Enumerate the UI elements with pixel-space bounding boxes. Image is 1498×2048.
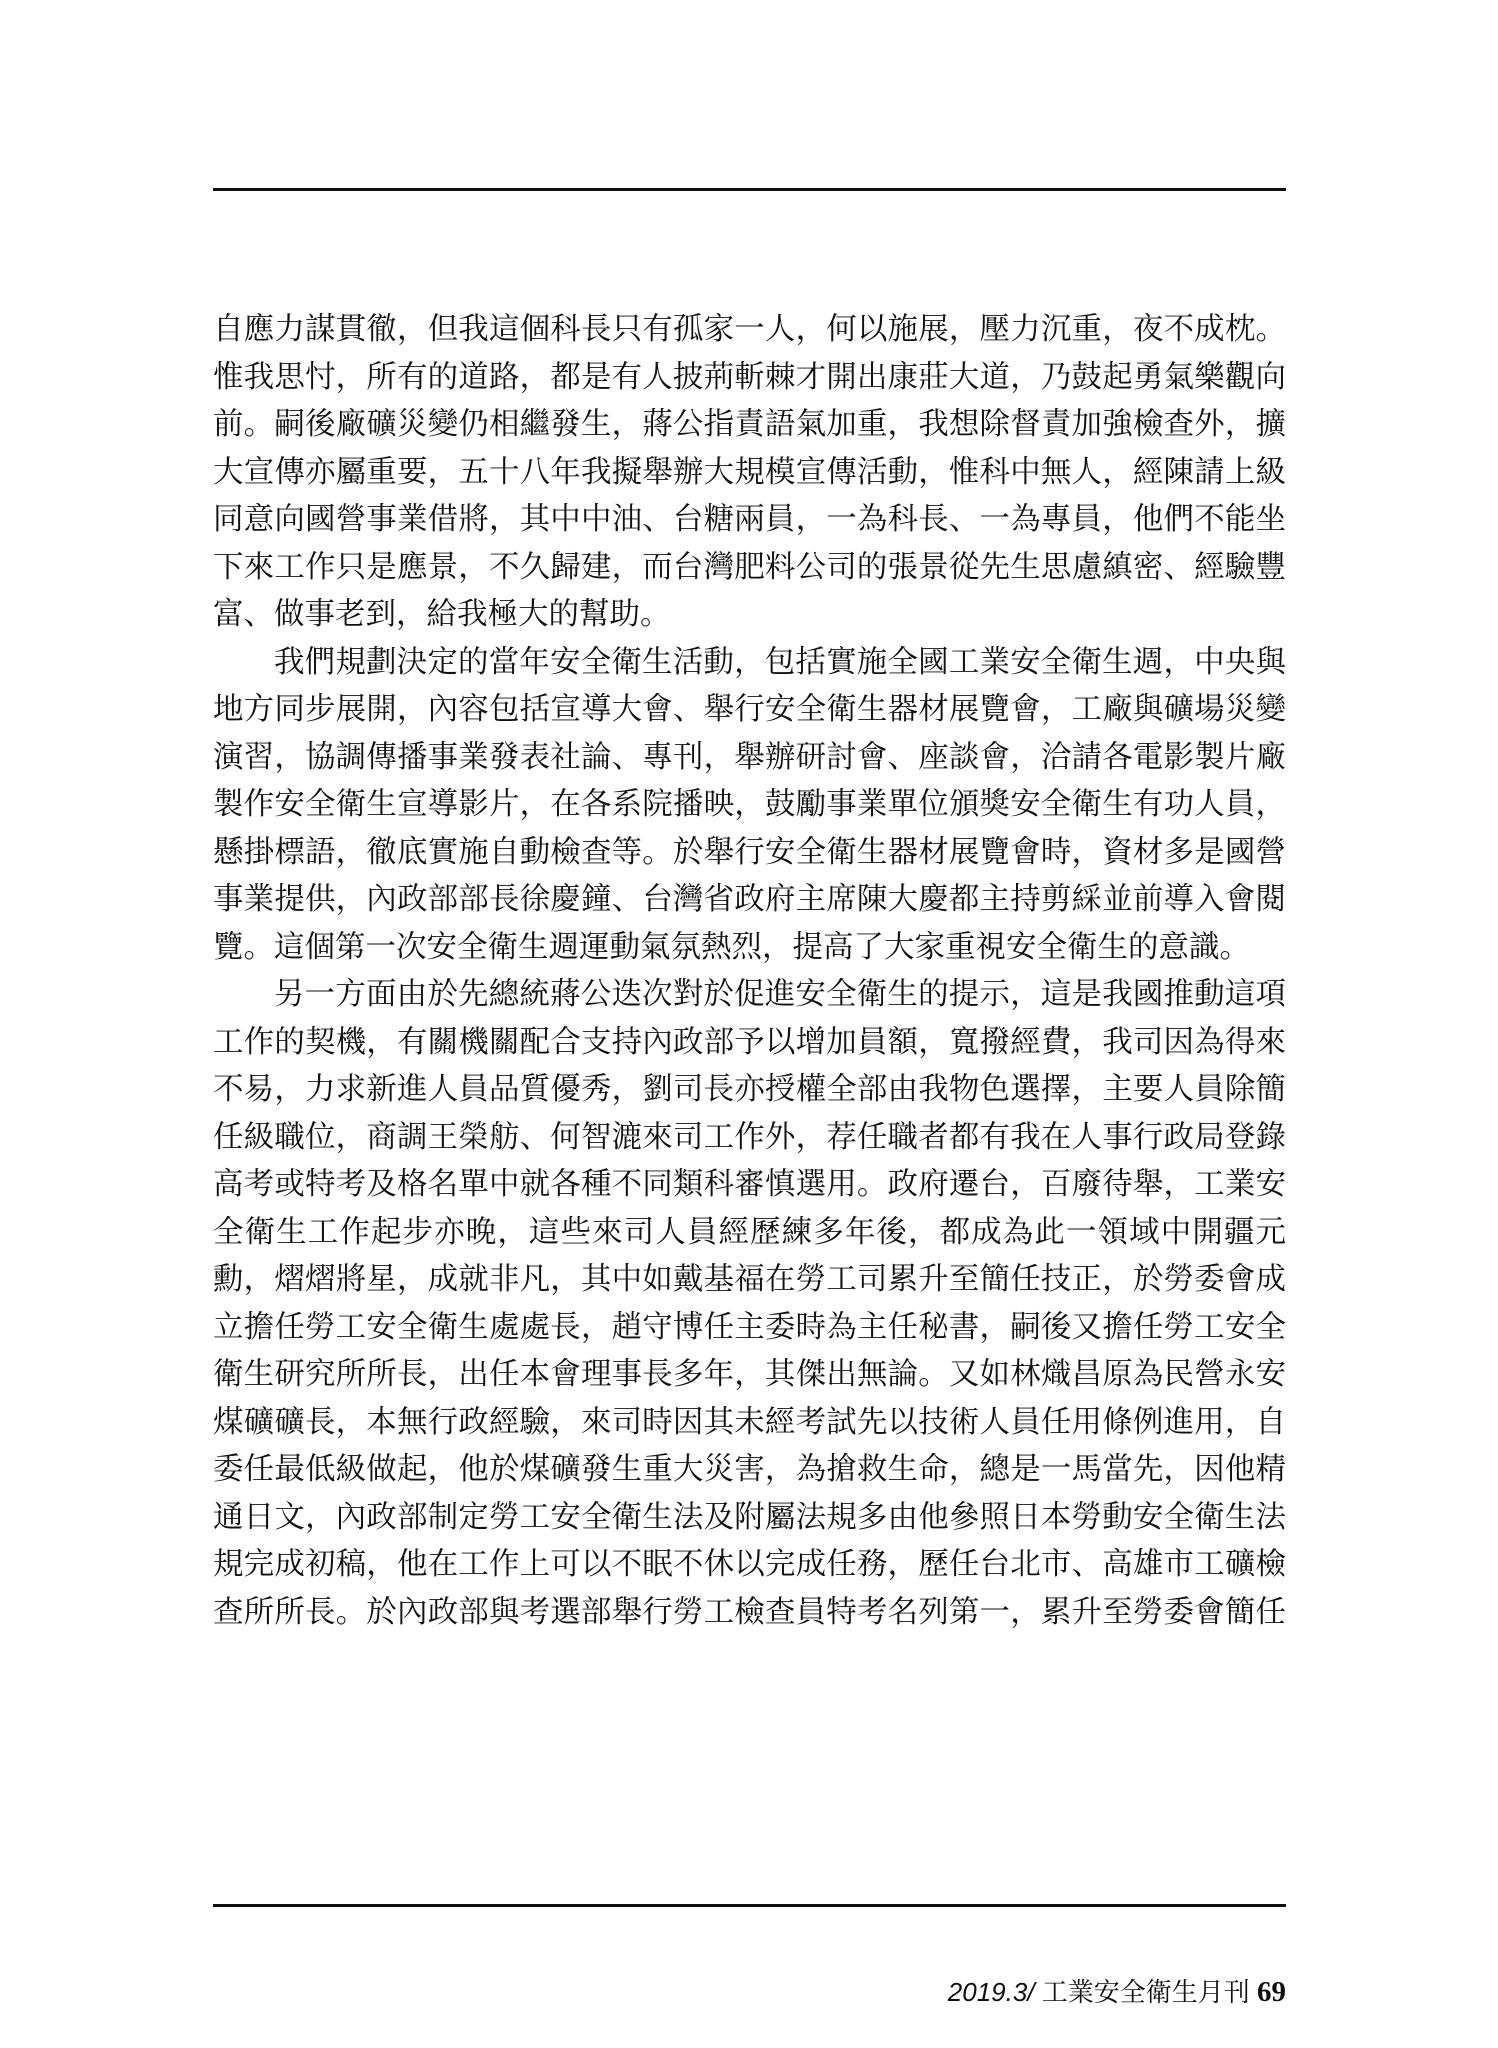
issue-date: 2019.3/ [947,1977,1035,2007]
page-footer [948,1972,1286,2009]
journal-title: 工業安全衛生月刊 [1034,1977,1257,2007]
text-line: 通日文，內政部制定勞工安全衛生法及附屬法規多由他參照日本勞動安全衛生法 [213,1499,1286,1535]
text-line: 工作的契機，有關機關配合支持內政部予以增加員額，寬撥經費，我司因為得來 [213,1024,1286,1060]
text-line: 高考或特考及格名單中就各種不同類科審慎選用。政府遷台，百廢待舉，工業安 [213,1167,1286,1202]
article-body [213,306,1286,1636]
text-line: 覽。這個第一次安全衛生週運動氣氛熱烈，提高了大家重視安全衛生的意識。 [213,929,1250,965]
text-line: 富、做事老到，給我極大的幫助。 [213,597,671,632]
text-line: 大宣傳亦屬重要，五十八年我擬舉辦大規模宣傳活動，惟科中無人，經陳請上級 [213,454,1286,490]
text-line: 地方同步展開，內容包括宣導大會、舉行安全衛生器材展覽會，工廠與礦場災變 [213,692,1286,727]
header-rule [213,188,1286,191]
text-line: 同意向國營事業借將，其中中油、台糖兩員，一為科長、一為專員，他們不能坐 [213,502,1286,537]
text-line: 事業提供，內政部部長徐慶鐘、台灣省政府主席陳大慶都主持剪綵並前導入會閱 [213,882,1286,917]
text-line: 我們規劃決定的當年安全衛生活動，包括實施全國工業安全衛生週，中央與 [274,644,1286,680]
text-line: 製作安全衛生宣導影片，在各系院播映，鼓勵事業單位頒獎安全衛生有功人員， [213,787,1286,822]
text-line: 前。嗣後廠礦災變仍相繼發生，蔣公指責語氣加重，我想除督責加強檢查外，擴 [213,407,1286,442]
text-line: 不易，力求新進人員品質優秀，劉司長亦授權全部由我物色選擇，主要人員除簡 [213,1072,1286,1107]
text-line: 煤礦礦長，本無行政經驗，來司時因其未經考試先以技術人員任用條例進用，自 [213,1404,1286,1440]
text-line: 任級職位，商調王榮舫、何智漉來司工作外，荐任職者都有我在人事行政局登錄 [213,1119,1286,1155]
text-line: 惟我思忖，所有的道路，都是有人披荊斬棘才開出康莊大道，乃鼓起勇氣樂觀向 [213,359,1286,395]
text-line: 勳，熠熠將星，成就非凡，其中如戴基福在勞工司累升至簡任技正，於勞委會成 [213,1262,1286,1297]
text-line: 全衛生工作起步亦晚，這些來司人員經歷練多年後，都成為此一領域中開疆元 [213,1214,1286,1250]
text-line: 懸掛標語，徹底實施自動檢查等。於舉行安全衛生器材展覽會時，資材多是國營 [213,834,1286,870]
text-line: 衛生研究所所長，出任本會理事長多年，其傑出無論。又如林熾昌原為民營永安 [213,1357,1286,1392]
text-line: 委任最低級做起，他於煤礦發生重大災害，為搶救生命，總是一馬當先，因他精 [213,1452,1286,1487]
page-number: 69 [1257,1976,1286,2008]
text-line: 規完成初稿，他在工作上可以不眠不休以完成任務，歷任台北市、高雄市工礦檢 [213,1547,1286,1582]
text-line: 自應力謀貫徹，但我這個科長只有孤家一人，何以施展，壓力沉重，夜不成枕。 [213,312,1286,347]
text-line: 另一方面由於先總統蔣公迭次對於促進安全衛生的提示，這是我國推動這項 [274,977,1286,1012]
text-line: 演習，協調傳播事業發表社論、專刊，舉辦研討會、座談會，洽請各電影製片廠 [213,739,1286,775]
text-line: 立擔任勞工安全衛生處處長，趙守博任主委時為主任秘書，嗣後又擔任勞工安全 [213,1309,1286,1345]
text-line: 下來工作只是應景，不久歸建，而台灣肥料公司的張景從先生思慮縝密、經驗豐 [213,549,1286,585]
text-line: 查所所長。於內政部與考選部舉行勞工檢查員特考名列第一，累升至勞委會簡任 [213,1594,1286,1630]
footer-rule [213,1904,1286,1907]
